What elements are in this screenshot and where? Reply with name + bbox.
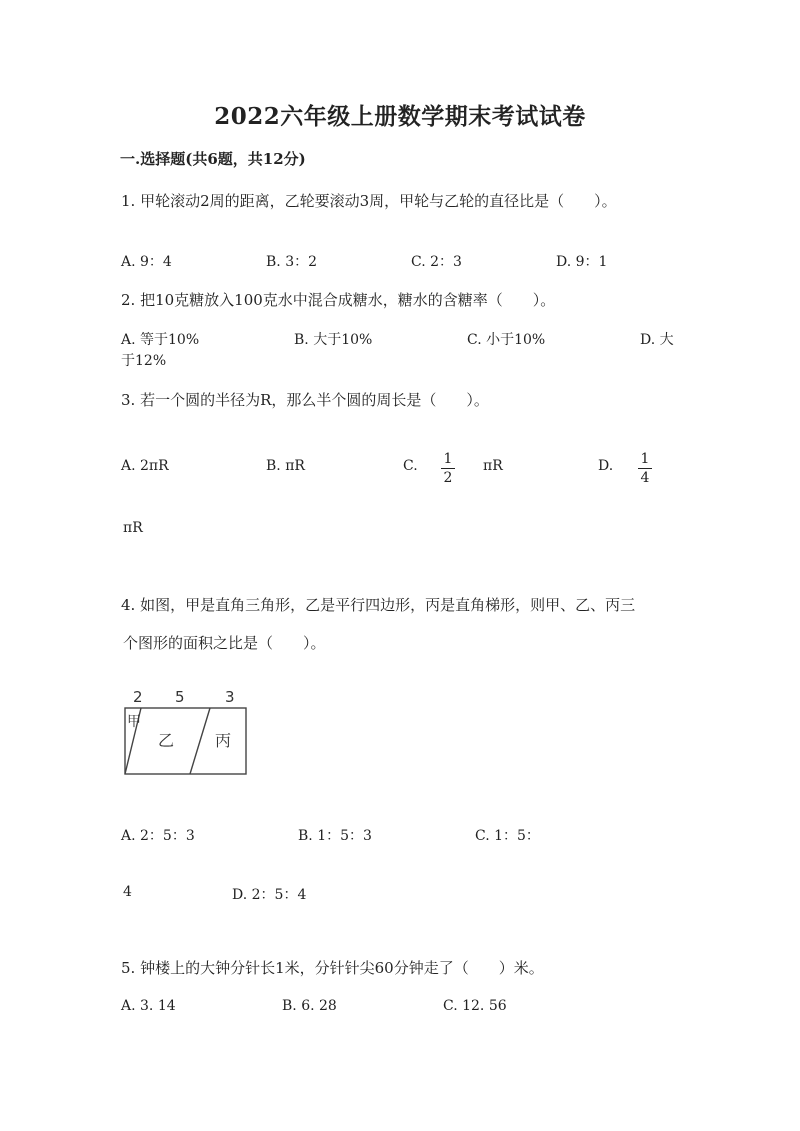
q2-option-d-wrap: 于12% [121,353,167,369]
q1-option-a: A. 9：4 [121,254,172,270]
figure-divider-right [190,708,210,774]
q2-option-c: C. 小于10% [467,332,546,348]
question-4-text-line2: 个图形的面积之比是（ ）。 [123,634,326,652]
question-5-text: 5. 钟楼上的大钟分针长1米，分针针尖60分钟走了（ ）米。 [121,959,544,977]
figure-region-bing: 丙 [215,731,232,750]
figure-label-top-2: 5 [175,688,185,706]
q2-option-b: B. 大于10% [294,332,373,348]
q3-option-b: B. πR [266,458,305,474]
q4-option-a: A. 2：5：3 [121,828,195,844]
q3-option-d-wrap: πR [123,520,143,536]
figure-label-top-3: 3 [225,688,235,706]
fraction-bar [441,468,455,469]
q4-option-b: B. 1：5：3 [298,828,372,844]
q4-figure [118,686,278,778]
question-2-text: 2. 把10克糖放入100克水中混合成糖水，糖水的含糖率（ ）。 [121,291,556,309]
figure-label-top-1: 2 [133,688,143,706]
q1-option-d: D. 9：1 [556,254,608,270]
question-1-text: 1. 甲轮滚动2周的距离，乙轮要滚动3周，甲轮与乙轮的直径比是（ ）。 [121,192,617,210]
q4-option-d: D. 2：5：4 [232,887,307,903]
section-heading: 一.选择题(共6题，共12分) [120,150,306,168]
q4-option-c: C. 1：5： [475,828,540,844]
fraction-denominator: 4 [640,470,650,486]
q1-option-c: C. 2：3 [411,254,462,270]
q4-option-c-wrap: 4 [123,884,132,900]
q3-option-c-fraction [441,451,455,486]
question-4-text-line1: 4. 如图，甲是直角三角形，乙是平行四边形，丙是直角梯形，则甲、乙、丙三 [121,596,636,614]
page-title: 2022六年级上册数学期末考试试卷 [214,103,586,130]
q3-option-c-suffix: πR [483,458,503,474]
q5-option-c: C. 12. 56 [443,998,507,1014]
fraction-numerator: 1 [443,451,453,467]
question-3-text: 3. 若一个圆的半径为R，那么半个圆的周长是（ ）。 [121,391,489,409]
figure-region-yi: 乙 [158,731,175,750]
fraction-numerator: 1 [640,451,650,467]
q5-option-b: B. 6. 28 [282,998,337,1014]
q3-option-a: A. 2πR [121,458,169,474]
q2-option-a: A. 等于10% [121,332,200,348]
q5-option-a: A. 3. 14 [121,998,176,1014]
q2-option-d: D. 大 [640,332,674,348]
fraction-denominator: 2 [443,470,453,486]
figure-region-jia: 甲 [127,714,141,730]
q3-option-c: C. [403,458,418,474]
fraction-bar [638,468,652,469]
q3-option-d-fraction [638,451,652,486]
q1-option-b: B. 3：2 [266,254,318,270]
q3-option-d: D. [598,458,614,474]
